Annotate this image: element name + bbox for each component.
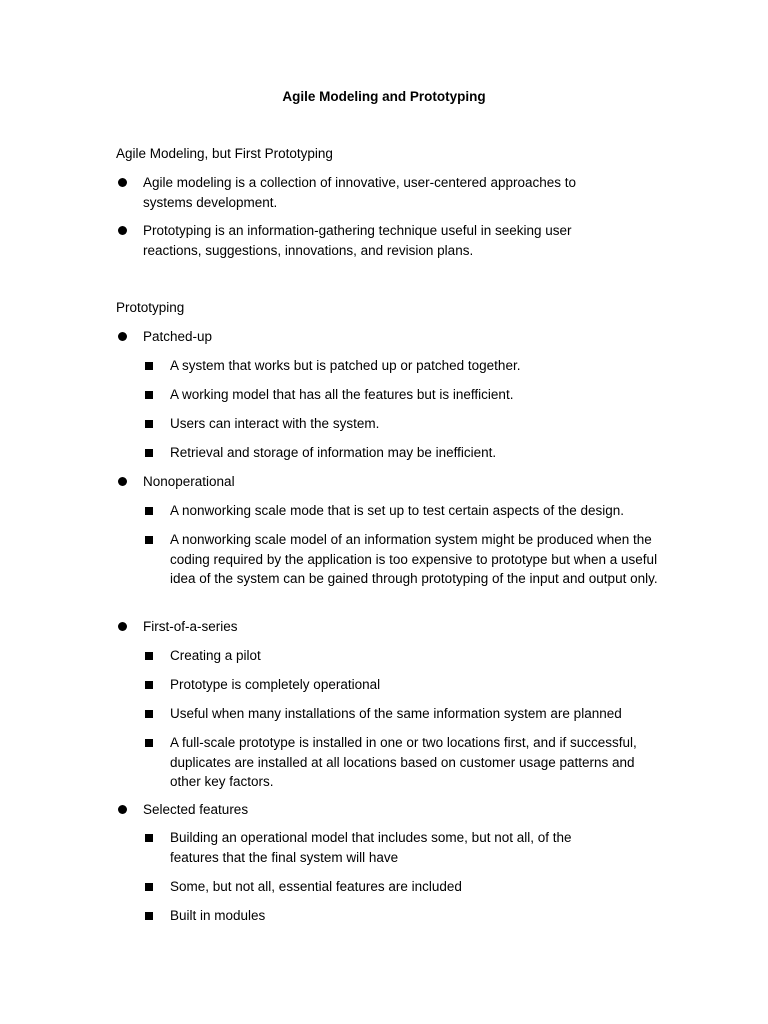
round-bullet-icon (117, 221, 127, 241)
square-bullet-icon (144, 877, 154, 897)
list-item-text: Patched-up (143, 329, 213, 344)
square-bullet-icon (144, 501, 154, 521)
square-bullet-icon (144, 356, 154, 376)
list-item-text: Prototyping is an information-gathering technique useful in seeking user reactions, suggestions, innovations, and revision plans. (143, 223, 572, 258)
list-item-first-of-a-series (143, 617, 623, 637)
sub-list-item (170, 877, 660, 897)
list-item (143, 221, 623, 260)
sub-list-item-text: A full-scale prototype is installed in one or two locations first, and if successful, duplicates are installed at all locations based on customer usage patterns and other key factors. (170, 735, 637, 789)
square-bullet-icon (144, 828, 154, 848)
round-bullet-icon (117, 173, 127, 193)
square-bullet-icon (144, 704, 154, 724)
sub-list-item (170, 906, 660, 926)
sub-list-item (170, 530, 660, 589)
sub-list-item (170, 704, 670, 724)
list-item-text: First-of-a-series (143, 619, 238, 634)
sub-list-item (170, 828, 620, 867)
round-bullet-icon (117, 617, 127, 637)
sub-list-item (170, 443, 660, 463)
sub-list-item-text: Users can interact with the system. (170, 416, 380, 431)
sub-list-item-text: A working model that has all the features but is inefficient. (170, 387, 514, 402)
round-bullet-icon (117, 327, 127, 347)
list-item-text: Selected features (143, 802, 249, 817)
square-bullet-icon (144, 443, 154, 463)
sub-list-item-text: A nonworking scale model of an information system might be produced when the coding required by the application is too expensive to prototype but when a useful idea of the system can be gained through prototyping of the input and output only. (170, 532, 658, 586)
list-item-selected-features (143, 800, 623, 820)
square-bullet-icon (144, 733, 154, 753)
square-bullet-icon (144, 906, 154, 926)
square-bullet-icon (144, 530, 154, 550)
list-item-text: Nonoperational (143, 474, 235, 489)
square-bullet-icon (144, 414, 154, 434)
section-heading-agile-modeling: Agile Modeling, but First Prototyping (116, 146, 333, 161)
sub-list-item-text: Retrieval and storage of information may be inefficient. (170, 445, 497, 460)
section-heading-prototyping: Prototyping (116, 300, 185, 315)
sub-list-item (170, 675, 660, 695)
square-bullet-icon (144, 675, 154, 695)
sub-list-item-text: A system that works but is patched up or patched together. (170, 358, 521, 373)
list-item-nonoperational (143, 472, 623, 492)
sub-list-item (170, 385, 660, 405)
list-item-patched-up (143, 327, 623, 347)
sub-list-item (170, 646, 660, 666)
sub-list-item-text: Useful when many installations of the same information system are planned (170, 706, 622, 721)
sub-list-item (170, 733, 660, 792)
sub-list-item-text: Prototype is completely operational (170, 677, 381, 692)
page-title: Agile Modeling and Prototyping (282, 89, 486, 104)
list-item (143, 173, 623, 212)
square-bullet-icon (144, 646, 154, 666)
sub-list-item-text: Built in modules (170, 908, 266, 923)
sub-list-item (170, 356, 660, 376)
sub-list-item (170, 501, 660, 521)
sub-list-item-text: Building an operational model that includes some, but not all, of the features that the final system will have (170, 830, 572, 865)
sub-list-item (170, 414, 660, 434)
round-bullet-icon (117, 472, 127, 492)
sub-list-item-text: Creating a pilot (170, 648, 261, 663)
sub-list-item-text: Some, but not all, essential features are included (170, 879, 462, 894)
list-item-text: Agile modeling is a collection of innovative, user-centered approaches to systems development. (143, 175, 577, 210)
round-bullet-icon (117, 800, 127, 820)
square-bullet-icon (144, 385, 154, 405)
sub-list-item-text: A nonworking scale mode that is set up to test certain aspects of the design. (170, 503, 625, 518)
